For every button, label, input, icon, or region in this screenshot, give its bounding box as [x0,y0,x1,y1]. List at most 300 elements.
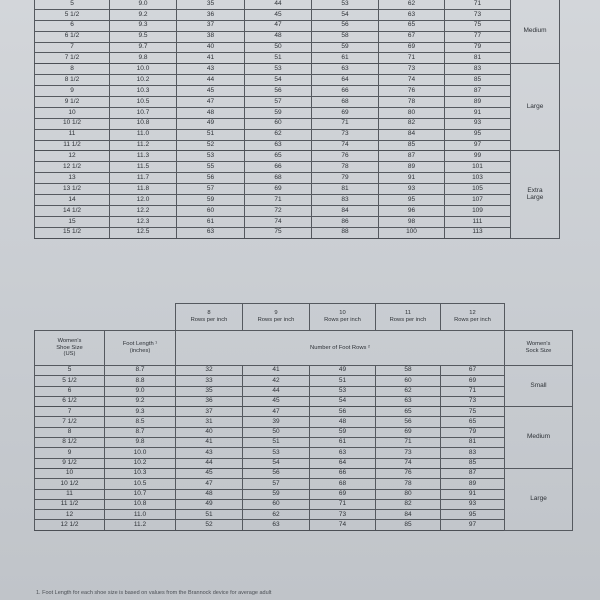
foot-rows-cell: 74 [310,520,376,530]
foot-rows-cell: 82 [379,118,445,129]
foot-rows-cell: 55 [177,162,245,173]
foot-rows-cell: 61 [177,216,245,227]
foot-rows-cell: 64 [310,458,376,468]
shoe-size-cell: 7 [35,42,110,53]
foot-rows-cell: 66 [312,86,379,97]
sock-size-cell: Large [505,468,573,530]
foot-length-cell: 10.0 [110,64,177,75]
foot-rows-cell: 59 [245,107,312,118]
foot-rows-cell: 53 [310,386,376,396]
foot-rows-cell: 73 [310,510,376,520]
foot-rows-cell: 31 [176,417,243,427]
table-row [35,53,560,64]
foot-rows-cell: 69 [310,489,376,499]
shoe-size-cell: 5 1/2 [35,9,110,20]
foot-rows-cell: 84 [379,129,445,140]
foot-rows-cell: 107 [445,195,511,206]
shoe-size-cell: 14 [35,195,110,206]
foot-length-cell: 9.8 [110,53,177,64]
foot-rows-cell: 35 [177,0,245,9]
foot-rows-cell: 56 [312,20,379,31]
foot-rows-cell: 65 [245,151,312,162]
shoe-size-cell: 8 1/2 [35,75,110,86]
foot-rows-cell: 60 [243,499,310,509]
foot-length-cell: 9.8 [105,438,176,448]
foot-rows-cell: 78 [312,162,379,173]
table-row [35,151,560,162]
table-row [35,86,560,97]
foot-rows-cell: 45 [176,468,243,478]
foot-rows-cell: 51 [177,129,245,140]
shoe-size-cell: 9 1/2 [35,97,110,108]
foot-rows-cell: 59 [243,489,310,499]
foot-rows-cell: 51 [176,510,243,520]
shoe-size-cell: 9 [35,448,105,458]
shoe-size-cell: 5 [35,0,110,9]
foot-rows-cell: 98 [379,216,445,227]
foot-length-cell: 10.7 [105,489,176,499]
foot-length-cell: 8.7 [105,366,176,376]
foot-rows-cell: 85 [379,140,445,151]
foot-rows-cell: 71 [445,0,511,9]
foot-length-cell: 12.2 [110,205,177,216]
table-row [35,407,573,417]
shoe-size-cell: 12 1/2 [35,162,110,173]
foot-rows-cell: 56 [376,417,441,427]
table-row [35,0,560,9]
table-row [35,366,573,376]
foot-rows-cell: 50 [245,42,312,53]
table-row [35,97,560,108]
foot-rows-cell: 33 [176,376,243,386]
foot-rows-cell: 56 [243,468,310,478]
foot-rows-cell: 69 [245,184,312,195]
foot-rows-cell: 45 [245,9,312,20]
foot-length-cell: 9.3 [110,20,177,31]
foot-rows-cell: 79 [445,42,511,53]
foot-rows-cell: 39 [243,417,310,427]
foot-length-cell: 10.5 [105,479,176,489]
foot-rows-cell: 41 [176,438,243,448]
sock-size-cell: Medium [511,0,560,64]
foot-rows-cell: 42 [243,376,310,386]
foot-rows-cell: 76 [379,86,445,97]
foot-rows-cell: 41 [177,53,245,64]
foot-rows-cell: 49 [176,499,243,509]
foot-rows-cell: 54 [310,396,376,406]
foot-rows-cell: 89 [441,479,505,489]
foot-rows-cell: 95 [379,195,445,206]
foot-rows-cell: 54 [312,9,379,20]
foot-rows-cell: 71 [312,118,379,129]
foot-rows-cell: 91 [445,107,511,118]
foot-length-header: Foot Length ¹ (inches) [105,331,176,366]
foot-rows-table-upper [34,0,560,239]
foot-rows-cell: 50 [243,427,310,437]
footnote: 1. Foot Length for each shoe size is based on values from the Brannock device for average adult [36,590,272,596]
foot-rows-cell: 65 [441,417,505,427]
foot-rows-cell: 51 [243,438,310,448]
foot-rows-cell: 44 [245,0,312,9]
foot-rows-cell: 100 [379,227,445,238]
table-row [35,31,560,42]
foot-rows-cell: 75 [441,407,505,417]
foot-rows-cell: 74 [312,140,379,151]
foot-length-cell: 10.2 [110,75,177,86]
shoe-size-cell: 15 [35,216,110,227]
foot-rows-cell: 37 [177,20,245,31]
foot-rows-cell: 54 [243,458,310,468]
table-row [35,479,573,489]
foot-rows-cell: 85 [376,520,441,530]
foot-rows-cell: 69 [312,107,379,118]
foot-rows-cell: 74 [379,75,445,86]
foot-rows-cell: 63 [245,140,312,151]
foot-rows-cell: 69 [376,427,441,437]
shoe-size-header: Women's Shoe Size (US) [35,331,105,366]
table-row [35,195,560,206]
shoe-size-cell: 12 [35,510,105,520]
shoe-size-cell: 7 1/2 [35,53,110,64]
foot-length-cell: 9.5 [110,31,177,42]
foot-rows-cell: 78 [379,97,445,108]
foot-rows-cell: 44 [243,386,310,396]
table-row [35,427,573,437]
foot-rows-cell: 87 [441,468,505,478]
foot-rows-cell: 62 [243,510,310,520]
foot-rows-cell: 57 [177,184,245,195]
shoe-size-cell: 13 1/2 [35,184,110,195]
foot-rows-cell: 93 [441,499,505,509]
foot-length-cell: 11.8 [110,184,177,195]
foot-rows-cell: 47 [177,97,245,108]
foot-rows-cell: 80 [376,489,441,499]
foot-length-cell: 11.5 [110,162,177,173]
table-row [35,75,560,86]
foot-rows-cell: 53 [177,151,245,162]
shoe-size-cell: 8 [35,427,105,437]
foot-rows-cell: 81 [445,53,511,64]
foot-rows-cell: 54 [245,75,312,86]
foot-rows-cell: 62 [376,386,441,396]
foot-rows-cell: 105 [445,184,511,195]
foot-length-cell: 10.7 [110,107,177,118]
shoe-size-cell: 9 [35,86,110,97]
table-row [35,417,573,427]
foot-rows-cell: 48 [310,417,376,427]
shoe-size-cell: 7 1/2 [35,417,105,427]
foot-rows-cell: 83 [312,195,379,206]
foot-rows-cell: 75 [445,20,511,31]
foot-rows-cell: 63 [243,520,310,530]
foot-rows-cell: 63 [312,64,379,75]
foot-rows-cell: 36 [176,396,243,406]
foot-rows-cell: 71 [376,438,441,448]
foot-rows-cell: 66 [310,468,376,478]
foot-length-cell: 8.8 [105,376,176,386]
foot-rows-cell: 63 [310,448,376,458]
table-row [35,396,573,406]
foot-rows-cell: 49 [177,118,245,129]
shoe-size-cell: 5 1/2 [35,376,105,386]
foot-rows-cell: 59 [177,195,245,206]
foot-rows-cell: 113 [445,227,511,238]
table-row [35,42,560,53]
table-row [35,20,560,31]
foot-length-cell: 10.3 [105,468,176,478]
foot-rows-cell: 84 [312,205,379,216]
foot-rows-cell: 95 [441,510,505,520]
foot-rows-cell: 60 [177,205,245,216]
foot-length-cell: 11.2 [110,140,177,151]
foot-rows-cell: 45 [243,396,310,406]
foot-rows-cell: 95 [445,129,511,140]
sock-size-cell: Medium [505,407,573,469]
foot-length-cell: 9.2 [105,396,176,406]
foot-rows-cell: 96 [379,205,445,216]
shoe-size-cell: 13 [35,173,110,184]
rows-per-inch-header: 12 Rows per inch [441,304,505,331]
foot-rows-cell: 59 [312,42,379,53]
foot-rows-cell: 44 [177,75,245,86]
foot-rows-cell: 65 [379,20,445,31]
rows-per-inch-header: 8 Rows per inch [176,304,243,331]
foot-length-cell: 10.0 [105,448,176,458]
shoe-size-cell: 5 [35,366,105,376]
foot-rows-cell: 74 [376,458,441,468]
foot-rows-cell: 44 [176,458,243,468]
foot-rows-cell: 74 [245,216,312,227]
foot-rows-cell: 73 [441,396,505,406]
foot-rows-cell: 93 [445,118,511,129]
foot-length-cell: 8.5 [105,417,176,427]
foot-rows-cell: 86 [312,216,379,227]
foot-rows-cell: 73 [445,9,511,20]
foot-rows-cell: 35 [176,386,243,396]
foot-length-cell: 11.7 [110,173,177,184]
shoe-size-cell: 11 1/2 [35,140,110,151]
foot-rows-cell: 71 [379,53,445,64]
foot-rows-cell: 58 [376,366,441,376]
foot-rows-cell: 73 [312,129,379,140]
foot-rows-cell: 63 [379,9,445,20]
shoe-size-cell: 10 1/2 [35,479,105,489]
foot-rows-cell: 68 [245,173,312,184]
table-row [35,520,573,530]
shoe-size-cell: 12 1/2 [35,520,105,530]
table-row [35,499,573,509]
foot-rows-cell: 87 [379,151,445,162]
sock-size-cell: Small [505,366,573,407]
foot-length-cell: 9.7 [110,42,177,53]
foot-rows-cell: 61 [310,438,376,448]
foot-rows-cell: 79 [441,427,505,437]
foot-rows-cell: 40 [177,42,245,53]
table-row [35,162,560,173]
foot-rows-cell: 48 [177,107,245,118]
shoe-size-cell: 15 1/2 [35,227,110,238]
foot-rows-cell: 52 [176,520,243,530]
foot-rows-cell: 36 [177,9,245,20]
table-row [35,118,560,129]
sock-size-cell: Extra Large [511,151,560,238]
foot-rows-cell: 82 [376,499,441,509]
foot-rows-cell: 75 [245,227,312,238]
foot-rows-cell: 63 [376,396,441,406]
shoe-size-cell: 11 [35,129,110,140]
foot-rows-cell: 53 [243,448,310,458]
rows-per-inch-header: 9 Rows per inch [243,304,310,331]
table-row [35,9,560,20]
foot-length-cell: 10.3 [110,86,177,97]
foot-rows-cell: 38 [177,31,245,42]
foot-rows-cell: 57 [245,97,312,108]
foot-rows-cell: 56 [245,86,312,97]
foot-rows-cell: 47 [243,407,310,417]
foot-length-cell: 9.0 [105,386,176,396]
table-row [35,216,560,227]
sock-size-header: Women's Sock Size [505,331,573,366]
shoe-size-cell: 9 1/2 [35,458,105,468]
foot-length-cell: 9.3 [105,407,176,417]
foot-rows-cell: 32 [176,366,243,376]
foot-rows-cell: 56 [177,173,245,184]
foot-length-cell: 8.7 [105,427,176,437]
table-row [35,458,573,468]
table-row [35,227,560,238]
foot-rows-cell: 91 [441,489,505,499]
shoe-size-cell: 8 [35,64,110,75]
foot-rows-cell: 37 [176,407,243,417]
foot-rows-cell: 71 [310,499,376,509]
foot-rows-cell: 45 [177,86,245,97]
foot-rows-cell: 69 [379,42,445,53]
foot-rows-cell: 49 [310,366,376,376]
foot-rows-cell: 89 [379,162,445,173]
foot-rows-cell: 57 [243,479,310,489]
foot-rows-cell: 65 [376,407,441,417]
foot-rows-cell: 67 [379,31,445,42]
foot-rows-cell: 58 [312,31,379,42]
shoe-size-cell: 11 [35,489,105,499]
foot-rows-cell: 56 [310,407,376,417]
table-row [35,376,573,386]
foot-rows-cell: 97 [441,520,505,530]
foot-rows-cell: 73 [379,64,445,75]
foot-rows-cell: 43 [177,64,245,75]
foot-rows-cell: 79 [312,173,379,184]
foot-rows-cell: 103 [445,173,511,184]
foot-rows-cell: 62 [245,129,312,140]
foot-rows-cell: 61 [312,53,379,64]
shoe-size-cell: 7 [35,407,105,417]
foot-rows-cell: 48 [245,31,312,42]
table-row [35,438,573,448]
foot-rows-cell: 47 [245,20,312,31]
foot-rows-cell: 40 [176,427,243,437]
shoe-size-cell: 11 1/2 [35,499,105,509]
table-row [35,468,573,478]
foot-length-cell: 10.8 [105,499,176,509]
foot-length-cell: 11.2 [105,520,176,530]
foot-length-cell: 11.0 [110,129,177,140]
foot-rows-cell: 60 [376,376,441,386]
foot-rows-cell: 47 [176,479,243,489]
foot-rows-cell: 77 [445,31,511,42]
foot-rows-cell: 71 [441,386,505,396]
foot-rows-cell: 68 [312,97,379,108]
table-row [35,140,560,151]
foot-rows-cell: 78 [376,479,441,489]
foot-rows-cell: 48 [176,489,243,499]
rows-per-inch-header: 10 Rows per inch [310,304,376,331]
shoe-size-cell: 12 [35,151,110,162]
foot-rows-cell: 88 [312,227,379,238]
table-row [35,184,560,195]
foot-rows-cell: 76 [376,468,441,478]
foot-rows-cell: 62 [379,0,445,9]
foot-rows-cell: 53 [312,0,379,9]
foot-length-cell: 10.2 [105,458,176,468]
table-row [35,510,573,520]
foot-rows-cell: 53 [245,64,312,75]
foot-rows-cell: 85 [445,75,511,86]
foot-rows-cell: 67 [441,366,505,376]
table-row [35,205,560,216]
foot-rows-cell: 52 [177,140,245,151]
foot-rows-cell: 83 [445,64,511,75]
foot-rows-cell: 73 [376,448,441,458]
foot-length-cell: 11.3 [110,151,177,162]
foot-rows-cell: 91 [379,173,445,184]
foot-rows-cell: 80 [379,107,445,118]
foot-rows-cell: 109 [445,205,511,216]
table-row [35,448,573,458]
foot-rows-cell: 43 [176,448,243,458]
foot-rows-cell: 60 [245,118,312,129]
foot-rows-cell: 111 [445,216,511,227]
foot-rows-cell: 71 [245,195,312,206]
table-row [35,107,560,118]
rows-per-inch-header: 11 Rows per inch [376,304,441,331]
table-row [35,173,560,184]
shoe-size-cell: 10 [35,468,105,478]
foot-length-cell: 10.8 [110,118,177,129]
foot-rows-cell: 64 [312,75,379,86]
foot-rows-cell: 81 [441,438,505,448]
foot-rows-table-lower [34,303,573,531]
shoe-size-cell: 6 1/2 [35,396,105,406]
foot-rows-header: Number of Foot Rows ² [176,331,505,366]
table-row [35,489,573,499]
shoe-size-cell: 14 1/2 [35,205,110,216]
foot-rows-cell: 51 [310,376,376,386]
foot-rows-cell: 41 [243,366,310,376]
foot-rows-cell: 93 [379,184,445,195]
shoe-size-cell: 6 1/2 [35,31,110,42]
foot-rows-cell: 87 [445,86,511,97]
foot-length-cell: 12.5 [110,227,177,238]
foot-rows-cell: 72 [245,205,312,216]
foot-rows-cell: 68 [310,479,376,489]
table-row [35,64,560,75]
sock-size-cell: Large [511,64,560,151]
foot-length-cell: 12.0 [110,195,177,206]
foot-rows-cell: 99 [445,151,511,162]
foot-length-cell: 10.5 [110,97,177,108]
foot-length-cell: 11.0 [105,510,176,520]
foot-rows-cell: 83 [441,448,505,458]
